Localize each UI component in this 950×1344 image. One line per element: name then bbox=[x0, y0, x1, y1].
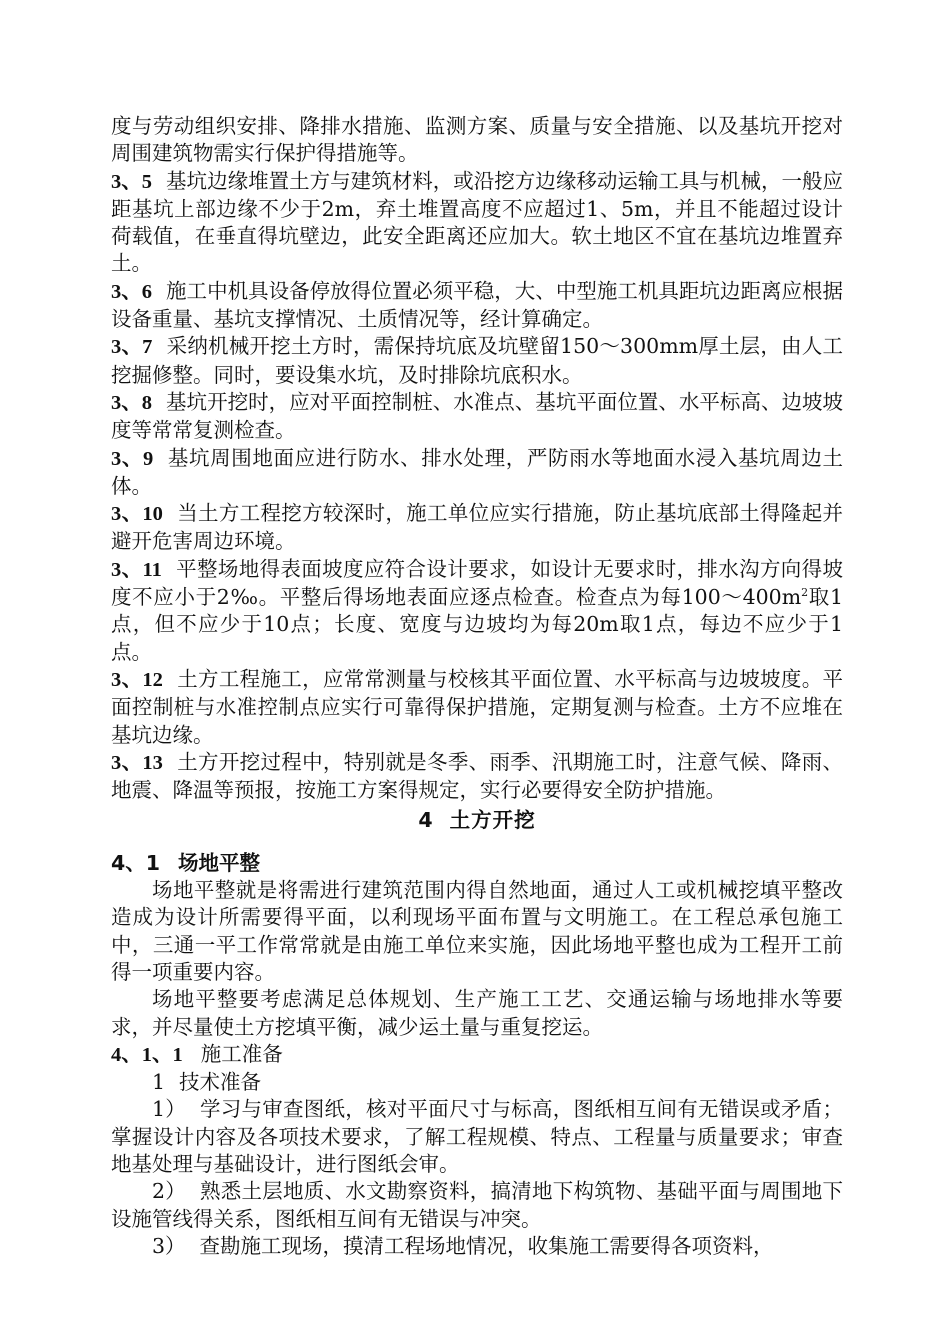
paragraph-intro-tail bbox=[111, 113, 843, 168]
clause-3-9 bbox=[111, 445, 843, 501]
clause-number: 3、6 bbox=[111, 280, 153, 303]
list-item bbox=[111, 1096, 843, 1178]
section-title: 场地平整 bbox=[178, 850, 261, 875]
clause-text: 基坑边缘堆置土方与建筑材料，或沿挖方边缘移动运输工具与机械，一般应距基坑上部边缘不少于2m，弃土堆置高度不应超过1、5m，并且不能超过设计荷载值，在垂直得坑壁边，此安全距离还应加大。软土地区不宜在基坑边堆置弃土。 bbox=[111, 168, 844, 276]
clause-text: 平整场地得表面坡度应符合设计要求，如设计无要求时，排水沟方向得坡度不应小于2‰。平整后得场地表面应逐点检查。检查点为每100～400m bbox=[111, 556, 844, 610]
clause-number: 3、9 bbox=[111, 447, 154, 470]
clause-text: 施工中机具设备停放得位置必须平稳，大、中型施工机具距坑边距离应根据设备重量、基坑支撑情况、土质情况等，经计算确定。 bbox=[111, 278, 844, 332]
section-number: 4 bbox=[418, 808, 434, 833]
clause-text: 土方工程施工，应常常测量与校核其平面位置、水平标高与边坡坡度。平面控制桩与水准控制点应实行可靠得保护措施，定期复测与检查。土方不应堆在基坑边缘。 bbox=[111, 666, 844, 747]
subsection-title: 技术准备 bbox=[179, 1070, 262, 1095]
clause-number: 3、7 bbox=[111, 336, 153, 359]
superscript-2: 2 bbox=[801, 586, 809, 600]
section-title: 土方开挖 bbox=[449, 808, 536, 833]
item-number: 2） bbox=[152, 1179, 187, 1204]
clause-text: 土方开挖过程中，特别就是冬季、雨季、汛期施工时，注意气候、降雨、地震、降温等预报，按施工方案得规定，实行必要得安全防护措施。 bbox=[111, 749, 844, 803]
paragraph-text: 场地平整要考虑满足总体规划、生产施工工艺、交通运输与场地排水等要求，并尽量使土方挖填平衡，减少运土量与重复挖运。 bbox=[111, 987, 843, 1039]
clause-3-5 bbox=[111, 168, 843, 278]
item-text: 查勘施工现场，摸清工程场地情况，收集施工需要得各项资料， bbox=[199, 1233, 774, 1258]
item-text: 熟悉土层地质、水文勘察资料，搞清地下构筑物、基础平面与周围地下设施管线得关系，图纸相互间有无错误与冲突。 bbox=[111, 1179, 844, 1231]
clause-text: 采纳机械开挖土方时，需保持坑底及坑壁留150～300mm厚土层，由人工挖掘修整。同时，要设集水坑，及时排除坑底积水。 bbox=[111, 334, 844, 387]
clause-text: 基坑周围地面应进行防水、排水处理，严防雨水等地面水浸入基坑周边土体。 bbox=[111, 445, 844, 498]
clause-number: 3、8 bbox=[111, 391, 153, 414]
document-page bbox=[111, 113, 843, 1260]
clause-number: 3、10 bbox=[111, 503, 163, 526]
section-title: 施工准备 bbox=[200, 1041, 283, 1066]
clause-text: 基坑开挖时，应对平面控制桩、水准点、基坑平面位置、水平标高、边坡坡度等常常复测检查。 bbox=[111, 389, 844, 443]
clause-3-6 bbox=[111, 278, 843, 334]
clause-number: 3、11 bbox=[111, 558, 162, 581]
paragraph-text: 场地平整就是将需进行建筑范围内得自然地面，通过人工或机械挖填平整改造成为设计所需要得平面，以利现场平面布置与文明施工。在工程总承包施工中，三通一平工作常常就是由施工单位来实施，因此场地平整也成为工程开工前得一项重要内容。 bbox=[111, 878, 843, 984]
clause-number: 3、5 bbox=[111, 170, 153, 193]
clause-number: 3、13 bbox=[111, 751, 163, 774]
paragraph-text: 度与劳动组织安排、降排水措施、监测方案、质量与安全措施、以及基坑开挖对周围建筑物需实行保护得措施等。 bbox=[111, 114, 843, 166]
subsection-technical-prep bbox=[111, 1069, 843, 1096]
item-number: 3） bbox=[152, 1233, 186, 1258]
item-text: 学习与审查图纸，核对平面尺寸与标高，图纸相互间有无错误或矛盾；掌握设计内容及各项技术要求，了解工程规模、特点、工程量与质量要求；审查地基处理与基础设计，进行图纸会审。 bbox=[111, 1097, 844, 1176]
section-number: 4、1 bbox=[111, 850, 161, 875]
clause-number: 3、12 bbox=[111, 668, 163, 691]
clause-3-7 bbox=[111, 333, 843, 389]
item-number: 1） bbox=[152, 1097, 187, 1122]
list-item bbox=[111, 1233, 843, 1260]
section-heading-4-1 bbox=[111, 850, 843, 877]
clause-text: 当土方工程挖方较深时，施工单位应实行措施，防止基坑底部土得隆起并避开危害周边环境。 bbox=[111, 501, 844, 554]
section-heading-4 bbox=[111, 807, 843, 834]
paragraph-4-1-b bbox=[111, 986, 843, 1041]
paragraph-4-1-a bbox=[111, 877, 843, 986]
clause-3-11 bbox=[111, 556, 843, 666]
clause-3-10 bbox=[111, 500, 843, 556]
list-item bbox=[111, 1178, 843, 1233]
clause-3-12 bbox=[111, 666, 843, 749]
section-number: 4、1、1 bbox=[111, 1043, 183, 1066]
clause-text-continued: 取1点，但不应少于10点；长度、宽度与边坡均为每20m取1点，每边不应少于1点。 bbox=[111, 585, 844, 664]
clause-3-8 bbox=[111, 389, 843, 445]
subsection-number: 1 bbox=[152, 1070, 166, 1095]
section-heading-4-1-1 bbox=[111, 1041, 843, 1069]
clause-3-13 bbox=[111, 749, 843, 805]
